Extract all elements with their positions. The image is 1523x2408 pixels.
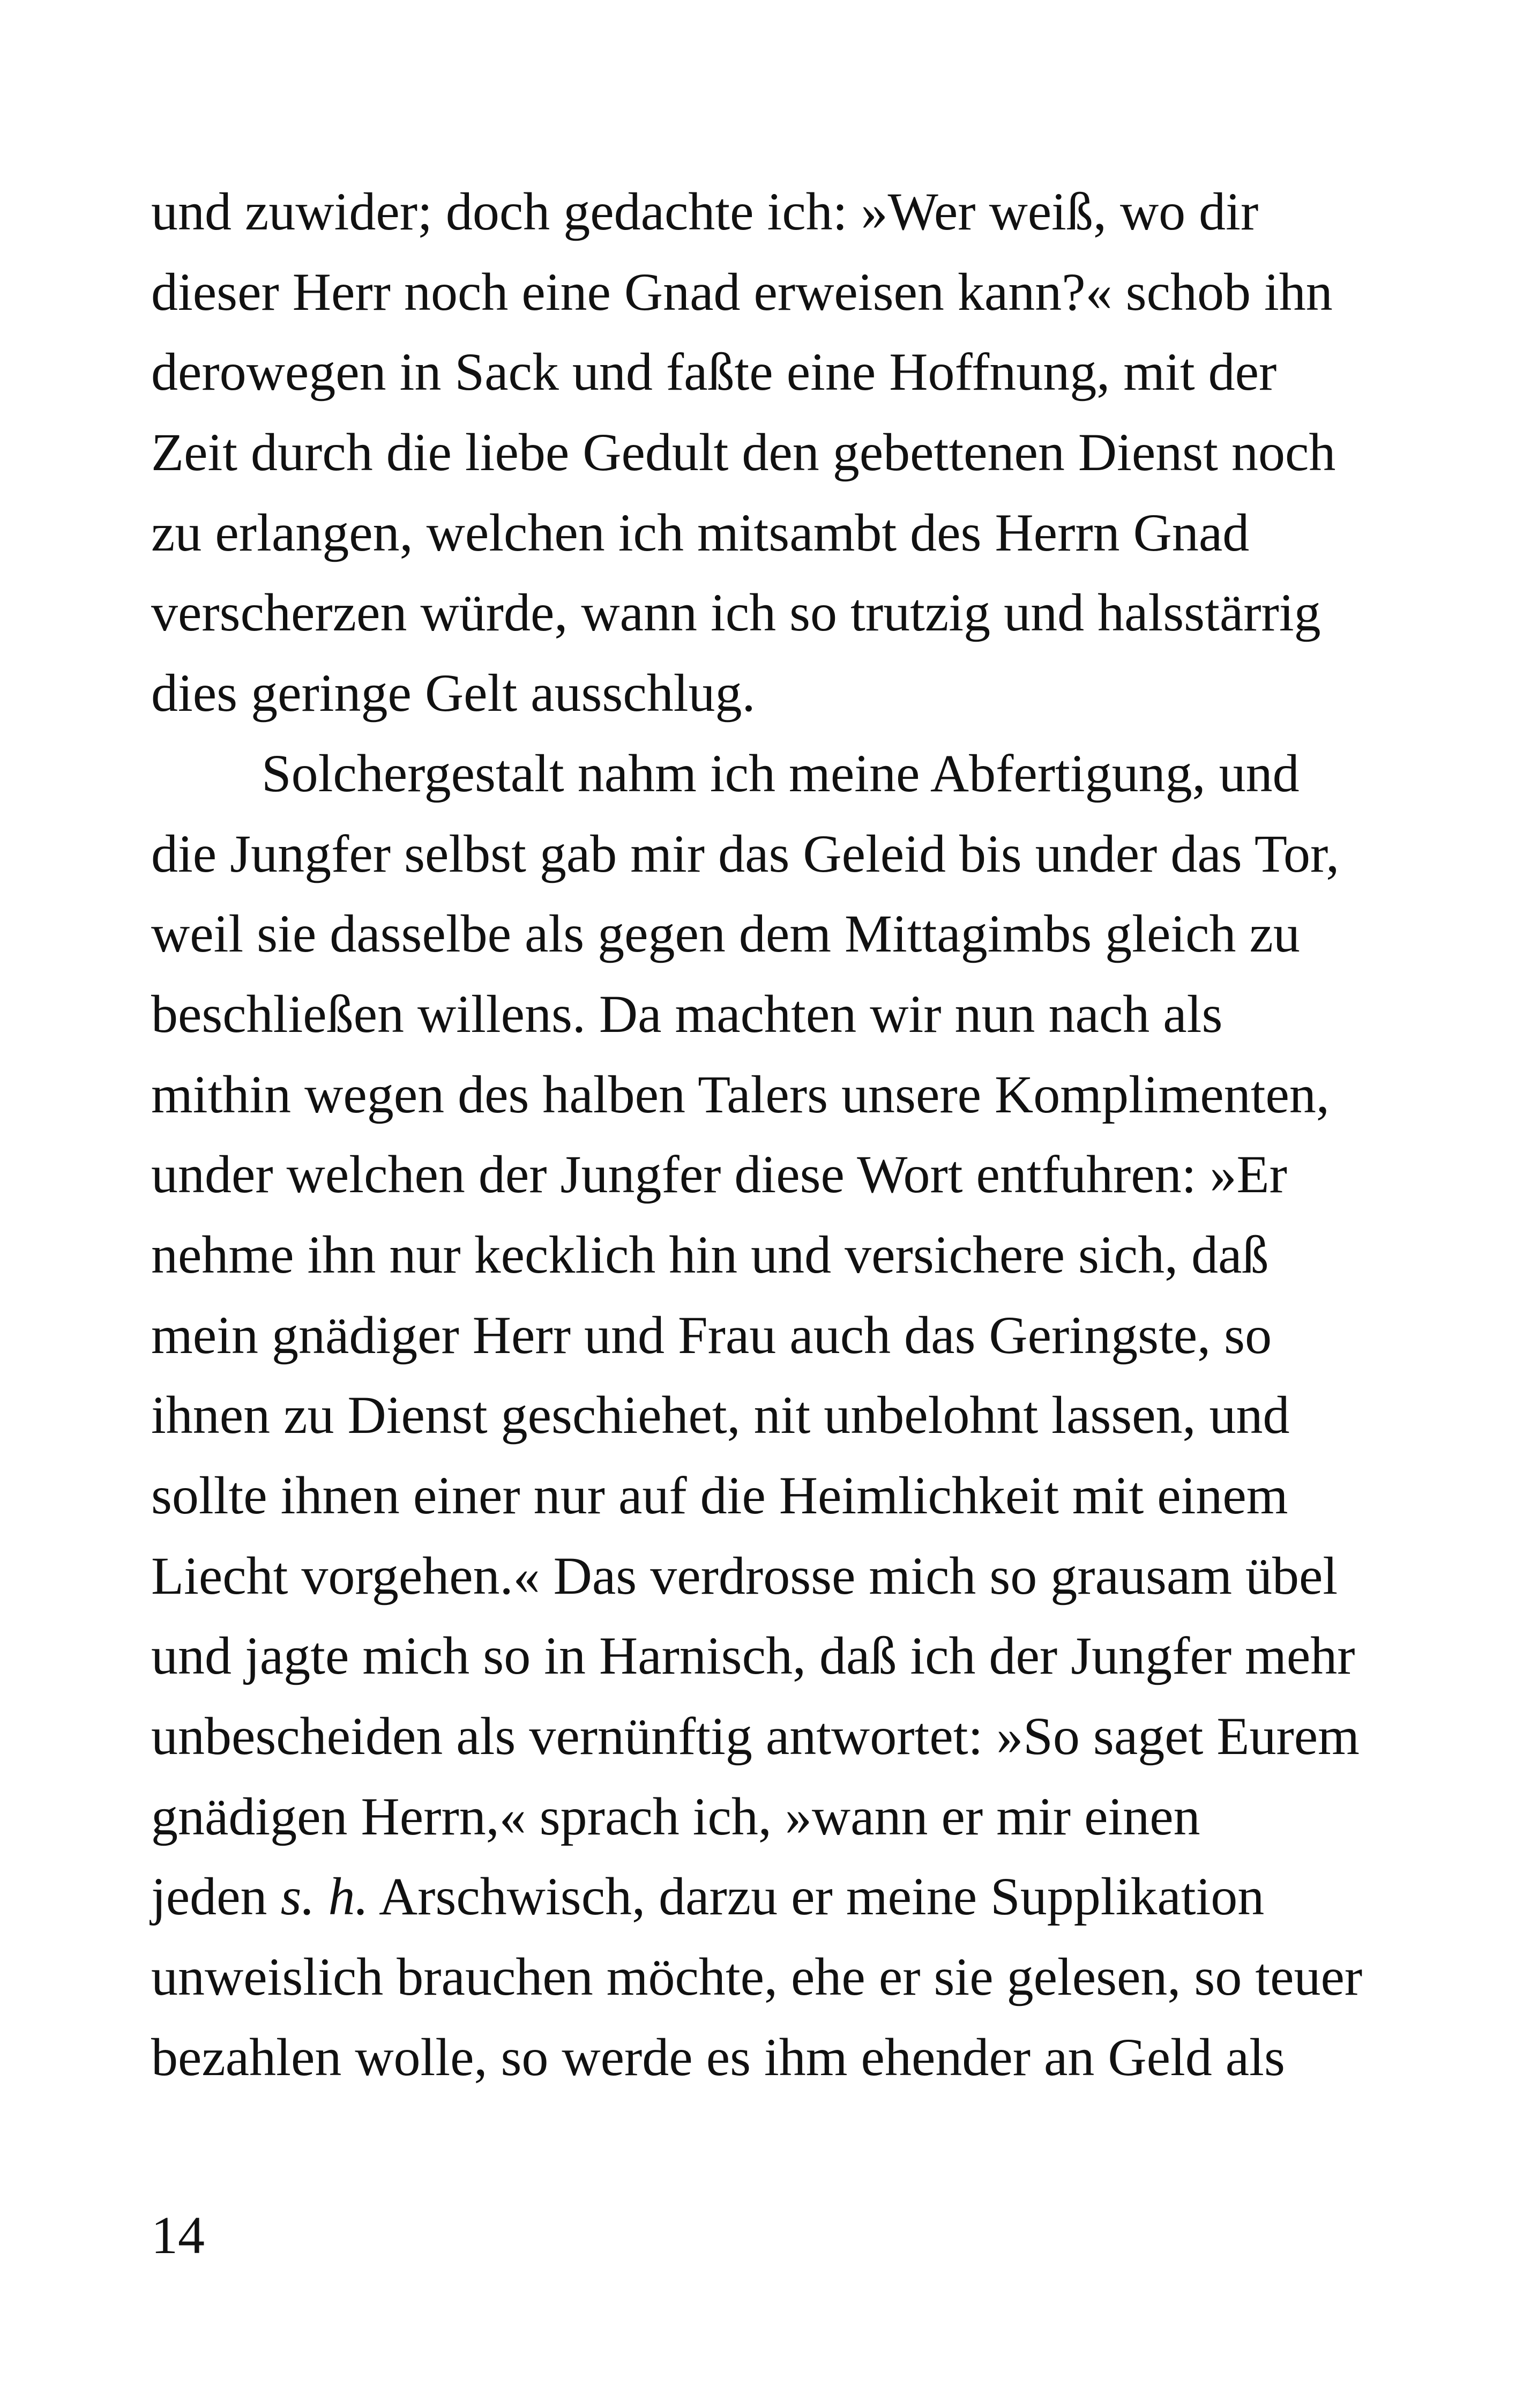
text-line: Zeit durch die liebe Gedult den gebettenen Dienst noch bbox=[151, 422, 1336, 482]
paragraph-start-line: Solchergestalt nahm ich meine Abfertigung, und bbox=[262, 743, 1300, 803]
text-line: beschließen willens. Da machten wir nun nach als bbox=[151, 984, 1223, 1044]
text-line: Liecht vorgehen.« Das verdrosse mich so grausam übel bbox=[151, 1545, 1338, 1606]
text-line: nehme ihn nur kecklich hin und versichere sich, daß bbox=[151, 1224, 1269, 1284]
text-line: ihnen zu Dienst geschiehet, nit unbelohnt lassen, und bbox=[151, 1385, 1290, 1445]
text-line: under welchen der Jungfer diese Wort entfuhren: »Er bbox=[151, 1144, 1287, 1205]
text-line: und zuwider; doch gedachte ich: »Wer weiß, wo dir bbox=[151, 182, 1259, 241]
text-line: dies geringe Gelt ausschlug. bbox=[151, 663, 756, 723]
text-line: und jagte mich so in Harnisch, daß ich der Jungfer mehr bbox=[151, 1626, 1355, 1686]
text-line: gnädigen Herrn,« sprach ich, »wann er mir einen bbox=[151, 1786, 1200, 1846]
page-number: 14 bbox=[151, 2205, 205, 2265]
text-line: dieser Herr noch eine Gnad erweisen kann?« schob ihn bbox=[151, 262, 1333, 322]
text-line: mithin wegen des halben Talers unsere Komplimenten, bbox=[151, 1064, 1330, 1124]
italic-abbreviation: s. h. bbox=[280, 1867, 369, 1927]
text-line: sollte ihnen einer nur auf die Heimlichkeit mit einem bbox=[151, 1466, 1288, 1525]
text-line: unweislich brauchen möchte, ehe er sie gelesen, so teuer bbox=[151, 1947, 1363, 2007]
text-line: bezahlen wolle, so werde es ihm ehender an Geld als bbox=[151, 2027, 1285, 2087]
line-text-after: Arschwisch, darzu er meine Supplikation bbox=[368, 1867, 1265, 1927]
text-line: unbescheiden als vernünftig antwortet: »So saget Eurem bbox=[151, 1706, 1360, 1766]
text-line: mein gnädiger Herr und Frau auch das Geringste, so bbox=[151, 1305, 1272, 1365]
text-line: verscherzen würde, wann ich so trutzig und halsstärrig bbox=[151, 583, 1321, 643]
body-text bbox=[151, 172, 1384, 2098]
text-line: zu erlangen, welchen ich mitsambt des Herrn Gnad bbox=[151, 502, 1250, 562]
text-line-with-abbreviation bbox=[151, 1856, 1384, 1937]
line-text-before: jeden bbox=[151, 1867, 281, 1927]
text-line: weil sie dasselbe als gegen dem Mittagimbs gleich zu bbox=[151, 904, 1300, 964]
text-line: die Jungfer selbst gab mir das Geleid bis under das Tor, bbox=[151, 823, 1340, 883]
text-line: derowegen in Sack und faßte eine Hoffnung, mit der bbox=[151, 342, 1277, 402]
